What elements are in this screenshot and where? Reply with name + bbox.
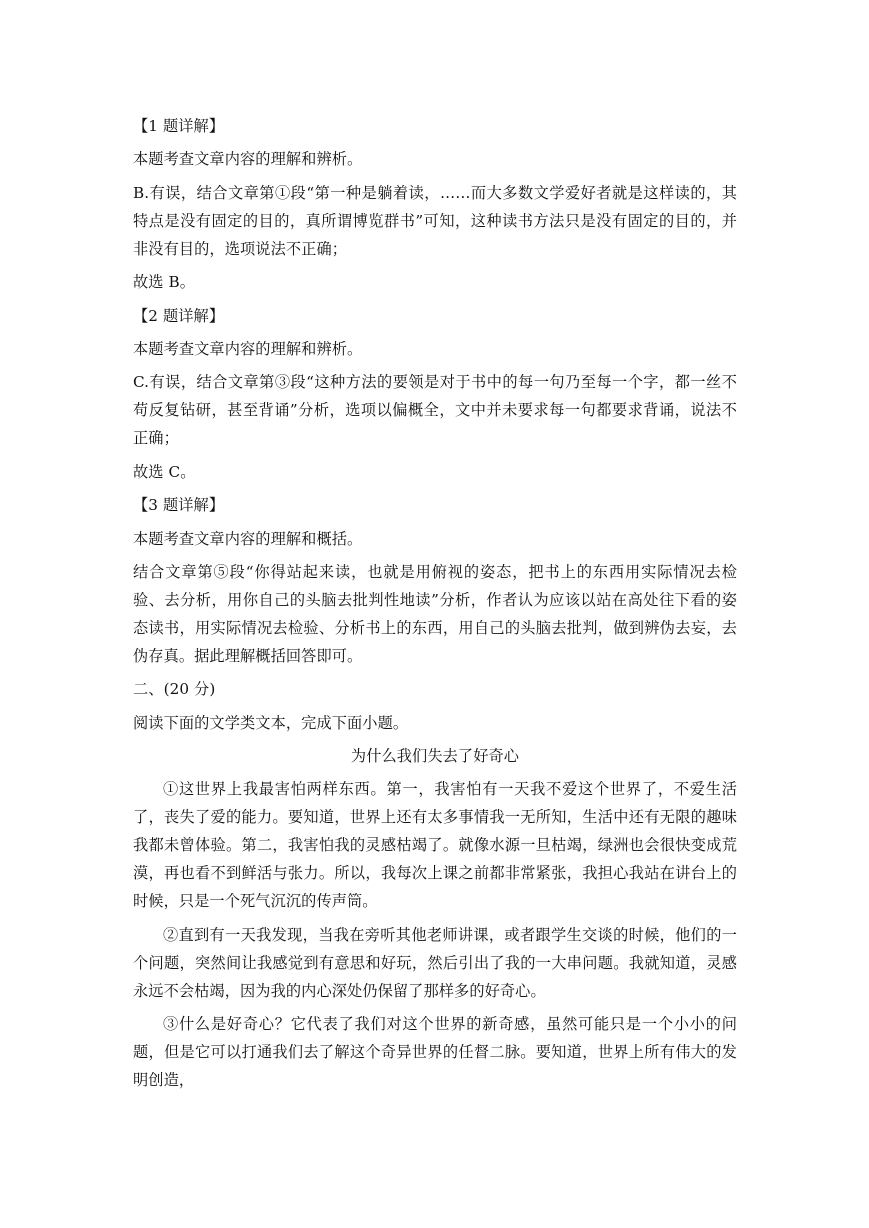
section-number: 二、(20 分) xyxy=(133,680,216,699)
article-paragraph: ③什么是好奇心？它代表了我们对这个世界的新奇感，虽然可能只是一个小小的问题，但是它可以打通我们去了解这个奇异世界的任督二脉。要知道，世界上所有伟大的发明创造， xyxy=(133,1015,737,1090)
paragraph: 本题考查文章内容的理解和辨析。 xyxy=(133,150,363,169)
article-title: 为什么我们失去了好奇心 xyxy=(350,747,520,766)
section-heading-q2: 【2 题详解】 xyxy=(133,306,225,325)
paragraph: B.有误，结合文章第①段“第一种是躺着读，……而大多数文学爱好者就是这样读的，其特点是没有固定的目的，真所谓博览群书”可知，这种读书方法只是没有固定的目的，并非没有目的，选项说法不正确； xyxy=(133,183,737,258)
paragraph: 结合文章第⑤段“你得站起来读，也就是用俯视的姿态，把书上的东西用实际情况去检验、去分析，用你自己的头脑去批判性地读”分析，作者认为应该以站在高处往下看的姿态读书，用实际情况去检验、分析书上的东西，用自己的头脑去批判，做到辨伪去妄，去伪存真。据此理解概括回答即可。 xyxy=(133,562,737,665)
document-body xyxy=(133,112,737,1100)
section-heading-q1: 【1 题详解】 xyxy=(133,117,225,135)
paragraph: 本题考查文章内容的理解和概括。 xyxy=(133,529,363,548)
article-paragraph: ②直到有一天我发现，当我在旁听其他老师讲课，或者跟学生交谈的时候，他们的一个问题，突然间让我感觉到有意思和好玩，然后引出了我的一大串问题。我就知道，灵感永远不会枯竭，因为我的内心深处仍保留了那样多的好奇心。 xyxy=(133,925,737,1000)
paragraph: 故选 C。 xyxy=(133,462,196,481)
paragraph: 故选 B。 xyxy=(133,273,196,292)
section-heading-q3: 【3 题详解】 xyxy=(133,496,225,515)
paragraph: 本题考查文章内容的理解和辨析。 xyxy=(133,339,363,358)
article-paragraph: ①这世界上我最害怕两样东西。第一，我害怕有一天我不爱这个世界了，不爱生活了，丧失了爱的能力。要知道，世界上还有太多事情我一无所知，生活中还有无限的趣味我都未曾体验。第二，我害怕我的灵感枯竭了。就像水源一旦枯竭，绿洲也会很快变成荒漠，再也看不到鲜活与张力。所以，我每次上课之前都非常紧张，我担心我站在讲台上的时候，只是一个死气沉沉的传声筒。 xyxy=(133,780,737,911)
instruction: 阅读下面的文学类文本，完成下面小题。 xyxy=(133,713,409,732)
paragraph: C.有误，结合文章第③段“这种方法的要领是对于书中的每一句乃至每一个字，都一丝不苟反复钻研，甚至背诵”分析，选项以偏概全，文中并未要求每一句都要求背诵，说法不正确； xyxy=(133,373,737,448)
